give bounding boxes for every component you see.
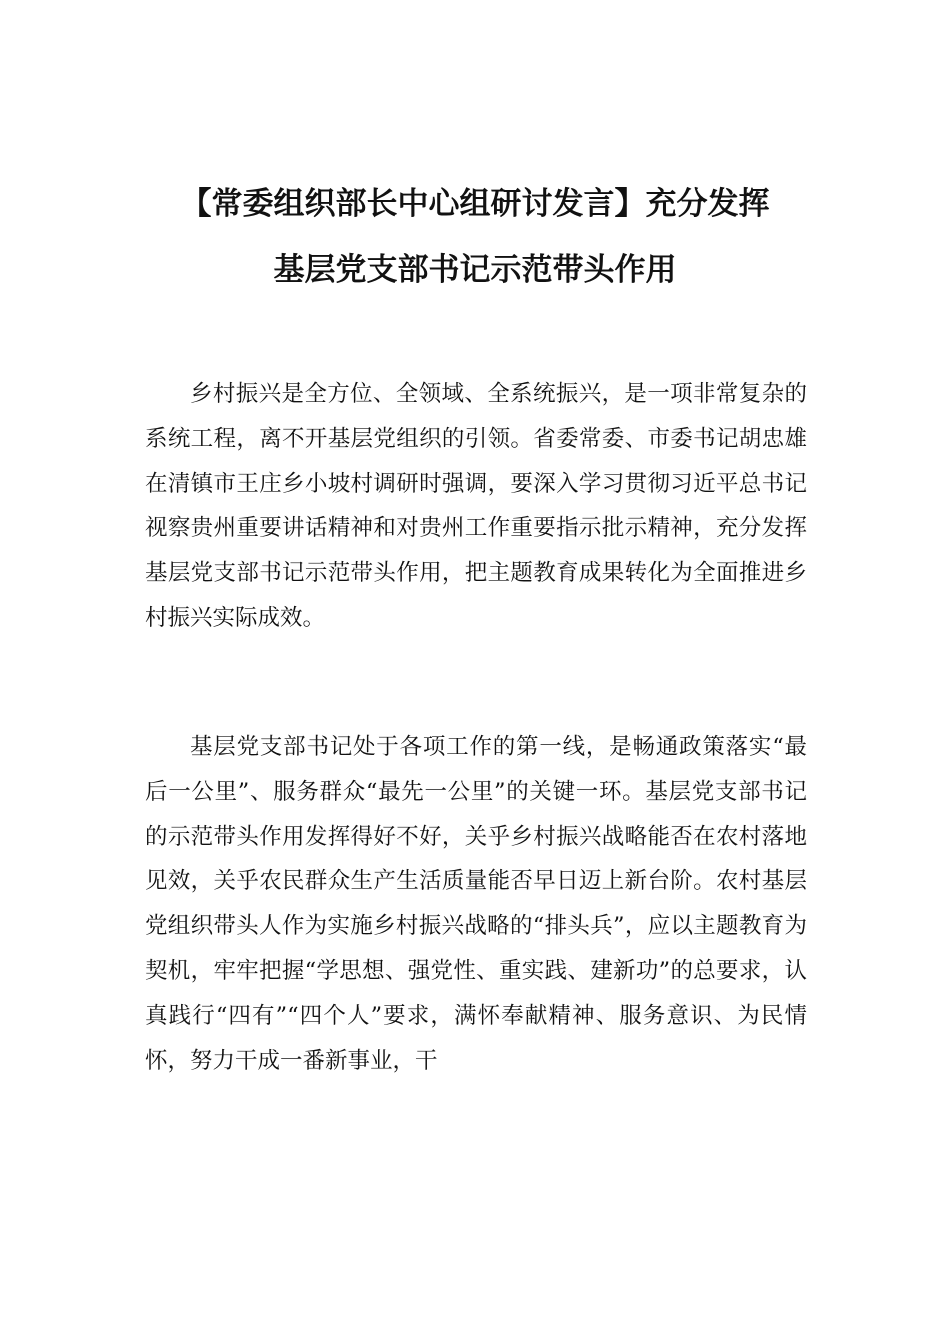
title-line-1: 【常委组织部长中心组研讨发言】充分发挥: [180, 185, 770, 222]
document-title: [100, 171, 850, 303]
title-line-2: 基层党支部书记示范带头作用: [273, 251, 677, 288]
body-paragraph-2: 基层党支部书记处于各项工作的第一线，是畅通政策落实“最后一公里”、服务群众“最先一公里”的关键一环。基层党支部书记的示范带头作用发挥得好不好，关乎乡村振兴战略能否在农村落地见效，关乎农民群众生产生活质量能否早日迈上新台阶。农村基层党组织带头人作为实施乡村振兴战略的“排头兵”，应以主题教育为契机，牢牢把握“学思想、强党性、重实践、建新功”的总要求，认真践行“四有”“四个人”要求，满怀奉献精神、服务意识、为民情怀，努力干成一番新事业，干: [145, 734, 807, 1074]
body-paragraph-1: 乡村振兴是全方位、全领域、全系统振兴，是一项非常复杂的系统工程，离不开基层党组织的引领。省委常委、市委书记胡忠雄在清镇市王庄乡小坡村调研时强调，要深入学习贯彻习近平总书记视察贵州重要讲话精神和对贵州工作重要指示批示精神，充分发挥基层党支部书记示范带头作用，把主题教育成果转化为全面推进乡村振兴实际成效。: [145, 381, 807, 631]
